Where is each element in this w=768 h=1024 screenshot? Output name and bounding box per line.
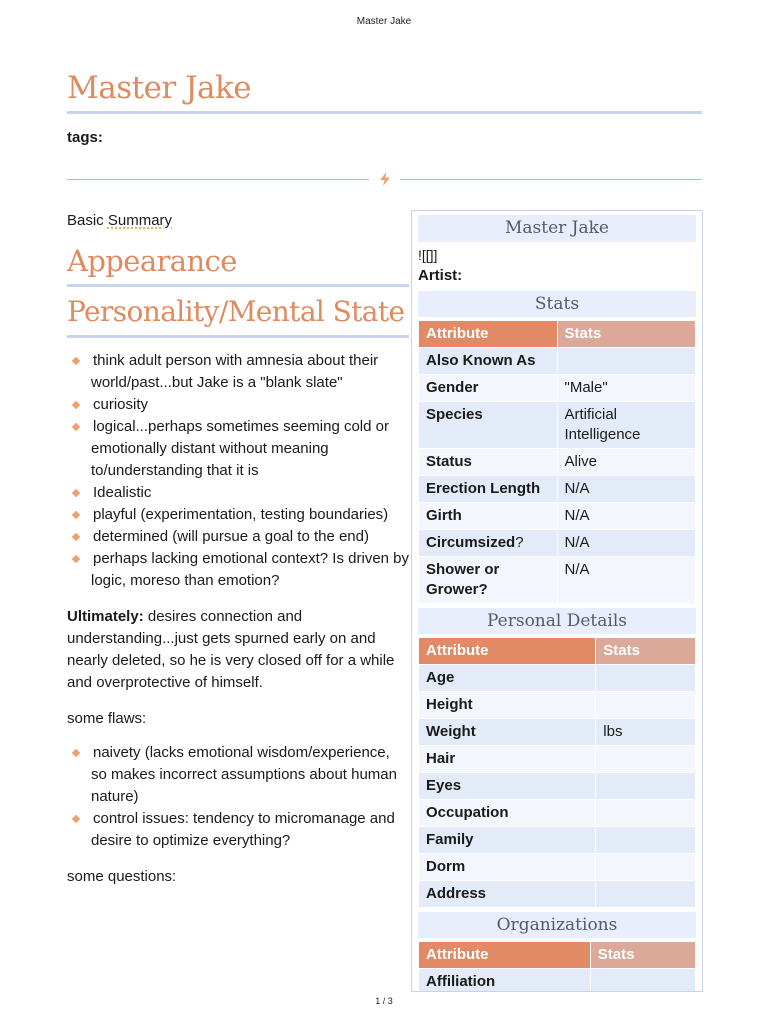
attribute-label: Circumsized [426,534,516,551]
ultimately-paragraph [67,606,409,694]
list-item-text: logical...perhaps sometimes seeming cold or emotionally distant without meaning to/understanding that it is [91,418,389,479]
attribute-cell [419,402,558,449]
heading-personality: Personality/Mental State [67,291,409,338]
organizations-heading: Organizations [418,912,696,938]
attribute-label: Also Known As [426,352,536,369]
flaws-list [67,742,409,852]
stat-value-cell [596,800,696,827]
attribute-label: Affiliation [426,973,496,990]
attribute-cell [419,881,596,908]
attribute-cell [419,557,558,604]
stats-col-stats: Stats [557,321,696,348]
stat-value-cell: lbs [596,719,696,746]
list-item [67,548,409,592]
table-row [419,530,696,557]
stat-value-cell: N/A [557,530,696,557]
attribute-label: Eyes [426,777,462,794]
table-row [419,969,696,993]
attribute-label: Species [426,406,483,423]
infobox-title: Master Jake [418,215,696,242]
basic-summary-text [67,210,409,232]
stat-value-cell [557,348,696,375]
personality-list [67,350,409,592]
table-row [419,719,696,746]
list-item-text: control issues: tendency to micromanage and desire to optimize everything? [91,810,395,849]
table-row [419,375,696,402]
attribute-cell [419,719,596,746]
table-row [419,773,696,800]
table-row [419,800,696,827]
character-infobox [411,210,703,992]
table-row [419,854,696,881]
stat-value-cell: Artificial Intelligence [557,402,696,449]
stat-value-cell [596,773,696,800]
stat-value-cell [596,665,696,692]
stat-value-cell [596,692,696,719]
attribute-cell [419,476,558,503]
main-content [67,210,409,888]
table-row [419,402,696,449]
personal-col-attribute: Attribute [419,638,596,665]
list-item [67,808,409,852]
list-item-text: determined (will pursue a goal to the end) [93,528,369,545]
summary-word: Summary [107,212,173,229]
attribute-cell [419,800,596,827]
attribute-label: Height [426,696,473,713]
attribute-cell [419,854,596,881]
list-item [67,350,409,394]
list-item-text: playful (experimentation, testing boundaries) [93,506,389,523]
stat-value-cell: Alive [557,449,696,476]
stat-value-cell [596,854,696,881]
running-header: Master Jake [356,16,412,27]
personal-details-table [418,637,696,908]
attribute-cell [419,969,591,993]
attribute-cell [419,503,558,530]
ultimately-text: desires connection and understanding...just gets spurned early on and nearly deleted, so he is very closed off for a while and overprotective of himself. [67,608,395,691]
attribute-label: Erection Length [426,480,541,497]
table-row [419,827,696,854]
attribute-label: Girth [426,507,462,524]
personal-details-heading: Personal Details [418,608,696,634]
stat-value-cell: N/A [557,503,696,530]
list-item-text: naivety (lacks emotional wisdom/experience, so makes incorrect assumptions about human nature) [91,744,397,805]
tags-label: tags: [67,129,103,146]
stat-value-cell [596,827,696,854]
table-row [419,503,696,530]
infobox-image-embed: ![[]] [418,247,438,263]
infobox-artist-label: Artist: [418,267,463,284]
stat-value-cell [590,969,695,993]
attribute-cell [419,665,596,692]
lightning-icon [376,170,394,188]
attribute-cell [419,375,558,402]
attribute-label: Age [426,669,455,686]
table-row [419,557,696,604]
attribute-cell [419,827,596,854]
divider-line-right [400,179,702,180]
list-item-text: Idealistic [93,484,152,501]
stats-table [418,320,696,604]
attribute-suffix: ? [515,534,524,551]
list-item [67,526,409,548]
list-item [67,416,409,482]
stat-value-cell [596,746,696,773]
orgs-table-header [419,942,696,969]
questions-label: some questions: [67,868,177,885]
table-row [419,746,696,773]
attribute-label: Weight [426,723,476,740]
stat-value-cell: N/A [557,476,696,503]
basic-word: Basic [67,212,108,229]
table-row [419,449,696,476]
divider-line-left [67,179,369,180]
attribute-label: Shower or Grower? [426,561,500,598]
table-row [419,476,696,503]
list-item [67,742,409,808]
list-item-text: think adult person with amnesia about their world/past...but Jake is a "blank slate" [91,352,379,391]
list-item [67,504,409,526]
organizations-table [418,941,696,992]
attribute-label: Status [426,453,472,470]
orgs-col-attribute: Attribute [419,942,591,969]
attribute-label: Dorm [426,858,466,875]
attribute-cell [419,530,558,557]
list-item-text: perhaps lacking emotional context? Is driven by logic, moreso than emotion? [91,550,410,589]
attribute-cell [419,746,596,773]
attribute-label: Occupation [426,804,509,821]
stats-table-header [419,321,696,348]
attribute-cell [419,348,558,375]
stats-col-attribute: Attribute [419,321,558,348]
personal-table-header [419,638,696,665]
personal-col-stats: Stats [596,638,696,665]
list-item [67,482,409,504]
page-number: 1 / 3 [375,996,393,1006]
attribute-cell [419,449,558,476]
list-item [67,394,409,416]
stat-value-cell: N/A [557,557,696,604]
attribute-label: Hair [426,750,456,767]
ultimately-label: Ultimately: [67,608,144,625]
attribute-cell [419,773,596,800]
orgs-col-stats: Stats [590,942,695,969]
page-title: Master Jake [67,66,702,114]
table-row [419,692,696,719]
table-row [419,881,696,908]
flaws-label: some flaws: [67,710,147,727]
table-row [419,348,696,375]
attribute-label: Address [426,885,487,902]
table-row [419,665,696,692]
attribute-label: Family [426,831,474,848]
list-item-text: curiosity [93,396,149,413]
stats-heading: Stats [418,291,696,317]
stat-value-cell [596,881,696,908]
attribute-cell [419,692,596,719]
stat-value-cell: "Male" [557,375,696,402]
attribute-label: Gender [426,379,479,396]
section-divider [67,179,702,180]
heading-appearance: Appearance [67,240,409,287]
